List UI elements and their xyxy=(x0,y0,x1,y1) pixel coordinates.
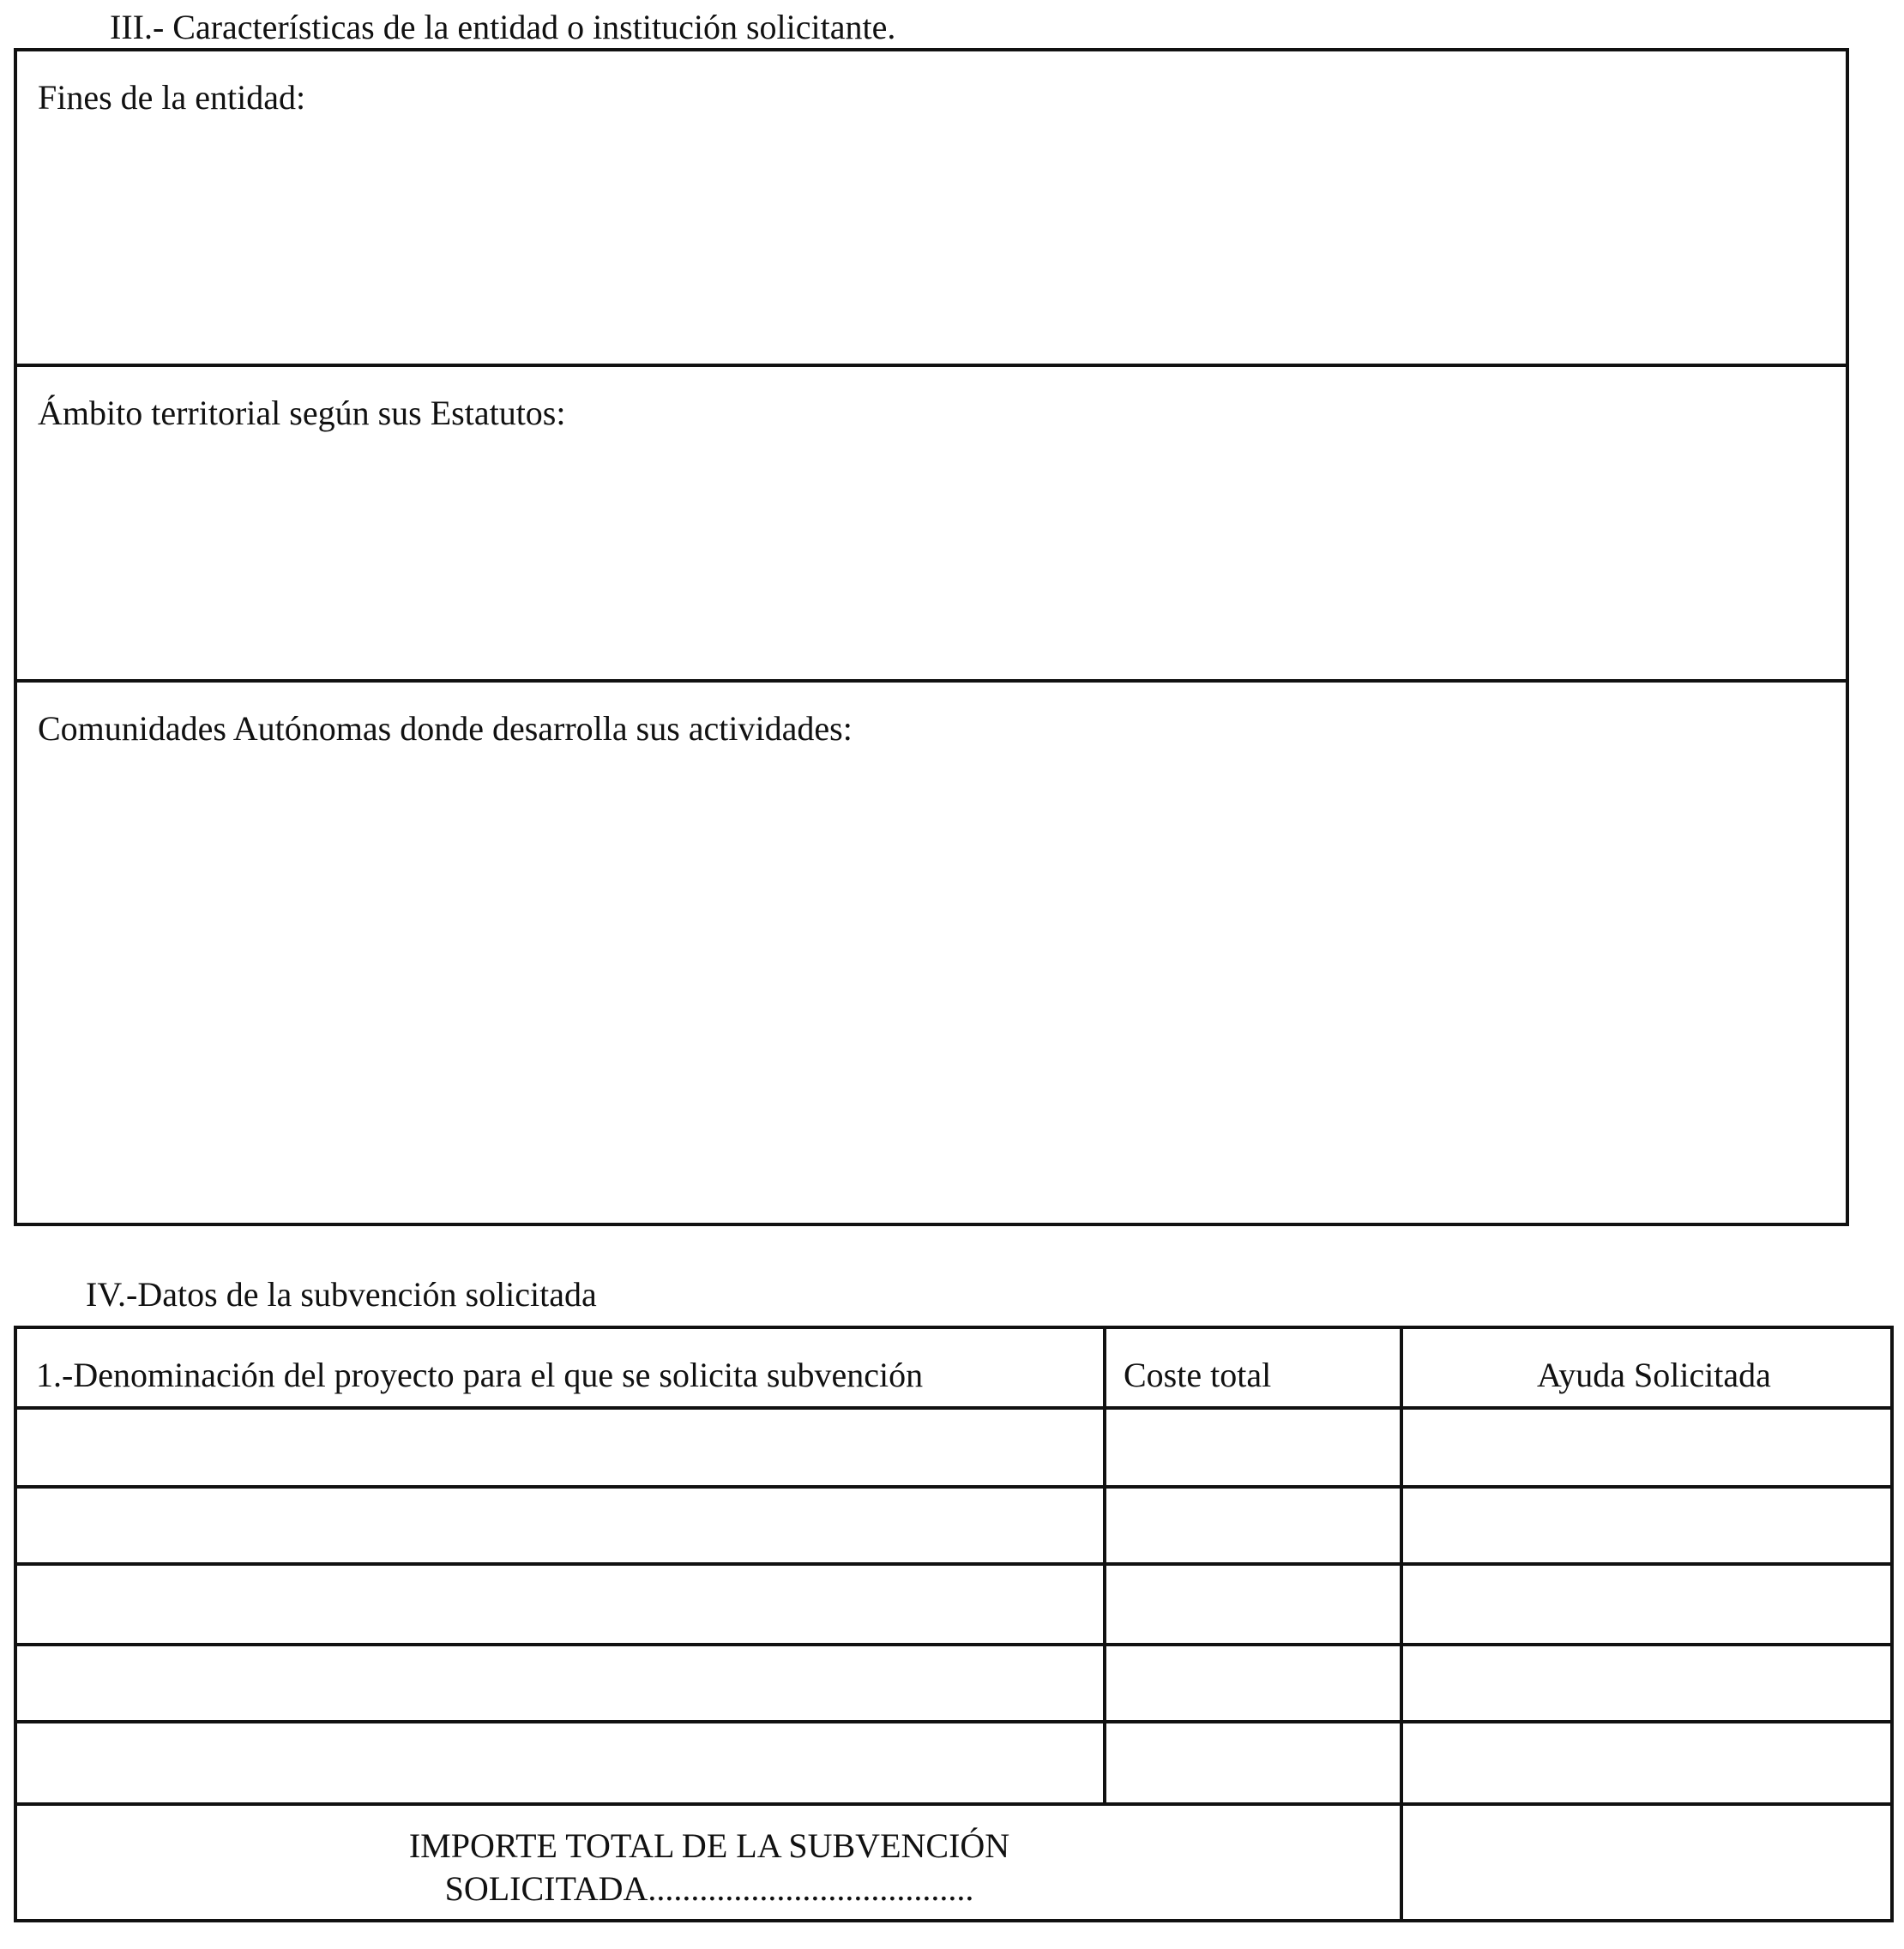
total-label-line-1: IMPORTE TOTAL DE LA SUBVENCIÓN xyxy=(408,1826,1010,1865)
section-4-heading: IV.-Datos de la subvención solicitada xyxy=(86,1275,597,1314)
header-total-cost: Coste total xyxy=(1124,1356,1272,1394)
fines-label: Fines de la entidad: xyxy=(38,78,306,117)
table-row[interactable] xyxy=(17,1723,1103,1802)
header-requested-aid: Ayuda Solicitada xyxy=(1537,1356,1771,1394)
total-label-line-2: SOLICITADA...................................... xyxy=(444,1869,974,1908)
entity-characteristics-box xyxy=(14,48,1849,1226)
subsidy-table xyxy=(14,1326,1894,1922)
ambito-territorial-field[interactable] xyxy=(17,367,1846,683)
comunidades-autonomas-field[interactable] xyxy=(17,683,1846,1226)
ambito-territorial-label: Ámbito territorial según sus Estatutos: xyxy=(38,394,566,432)
fines-field[interactable] xyxy=(17,51,1846,367)
comunidades-autonomas-label: Comunidades Autónomas donde desarrolla sus actividades: xyxy=(38,709,853,748)
table-row[interactable] xyxy=(17,1410,1103,1485)
header-project-name: 1.-Denominación del proyecto para el que se solicita subvención xyxy=(36,1356,924,1394)
section-3-heading: III.- Características de la entidad o institución solicitante. xyxy=(110,8,896,46)
total-amount-field[interactable] xyxy=(1403,1806,1890,1919)
total-subsidy-label xyxy=(17,1825,1401,1910)
table-row[interactable] xyxy=(17,1566,1103,1643)
column-divider-1 xyxy=(1103,1329,1106,1806)
table-row[interactable] xyxy=(17,1489,1103,1562)
table-row[interactable] xyxy=(17,1646,1103,1720)
